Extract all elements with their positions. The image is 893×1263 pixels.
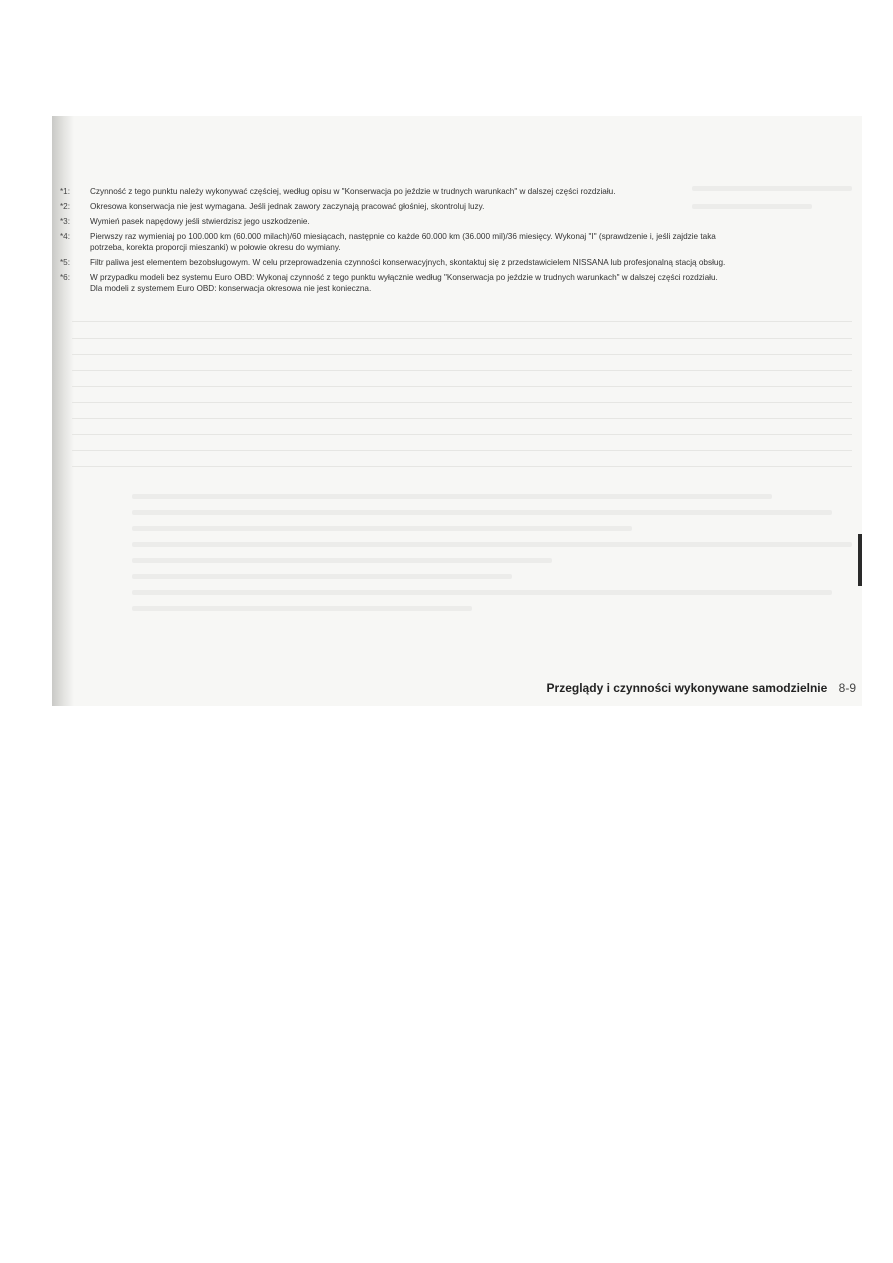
- footnote-line: Pierwszy raz wymieniaj po 100.000 km (60.000 milach)/60 miesiącach, następnie co każde 60.000 km (36.000 mil)/36 miesięcy. Wykonaj "I" (sprawdzenie i, jeśli zajdzie taka: [90, 231, 716, 241]
- footnote-line: Wymień pasek napędowy jeśli stwierdzisz jego uszkodzenie.: [90, 216, 310, 226]
- footnote: [60, 231, 840, 254]
- footnote-line: Czynność z tego punktu należy wykonywać częściej, według opisu w "Konserwacja po jeździe w trudnych warunkach" w dalszej części rozdziału.: [90, 187, 616, 196]
- page-footer: [547, 681, 856, 695]
- footnote-text: [90, 216, 840, 228]
- footnote: [60, 272, 840, 295]
- footnote-marker: *1:: [60, 187, 71, 196]
- footnote-line: W przypadku modeli bez systemu Euro OBD: Wykonaj czynność z tego punktu wyłącznie według "Konserwacja po jeździe w trudnych warunkach" w dalszej części rozdziału.: [90, 272, 718, 282]
- footnote-text: [90, 257, 840, 269]
- page-edge-tab: [858, 534, 862, 586]
- footnote: [60, 257, 840, 269]
- footnotes-list: [60, 186, 840, 298]
- footnote-marker: *4:: [60, 231, 71, 241]
- scanned-page: [52, 116, 862, 706]
- footnote: [60, 216, 840, 228]
- footnote-line: Filtr paliwa jest elementem bezobsługowym. W celu przeprowadzenia czynności konserwacyjnych, skontaktuj się z przedstawicielem NISSANA lub profesjonalną stacją obsług.: [90, 258, 726, 268]
- footnote: [60, 201, 840, 213]
- footnote-marker: *2:: [60, 201, 71, 211]
- footnote-line: Dla modeli z systemem Euro OBD: konserwacja okresowa nie jest konieczna.: [90, 284, 372, 294]
- page-number: 8-9: [838, 681, 856, 695]
- footnote-text: [90, 272, 840, 295]
- footnote-text: [90, 186, 840, 198]
- footnote-marker: *5:: [60, 258, 71, 268]
- section-title: Przeglądy i czynności wykonywane samodzielnie: [546, 681, 828, 695]
- footnote-text: [90, 201, 840, 213]
- footnote-line: potrzeba, korekta proporcji mieszanki) w połowie okresu do wymiany.: [90, 243, 341, 253]
- footnote-text: [90, 231, 840, 254]
- footnote-marker: *6:: [60, 272, 71, 282]
- footnote-line: Okresowa konserwacja nie jest wymagana. Jeśli jednak zawory zaczynają pracować głośniej, skontroluj luzy.: [90, 201, 485, 211]
- footnote-marker: *3:: [60, 216, 71, 226]
- footnote: [60, 186, 840, 198]
